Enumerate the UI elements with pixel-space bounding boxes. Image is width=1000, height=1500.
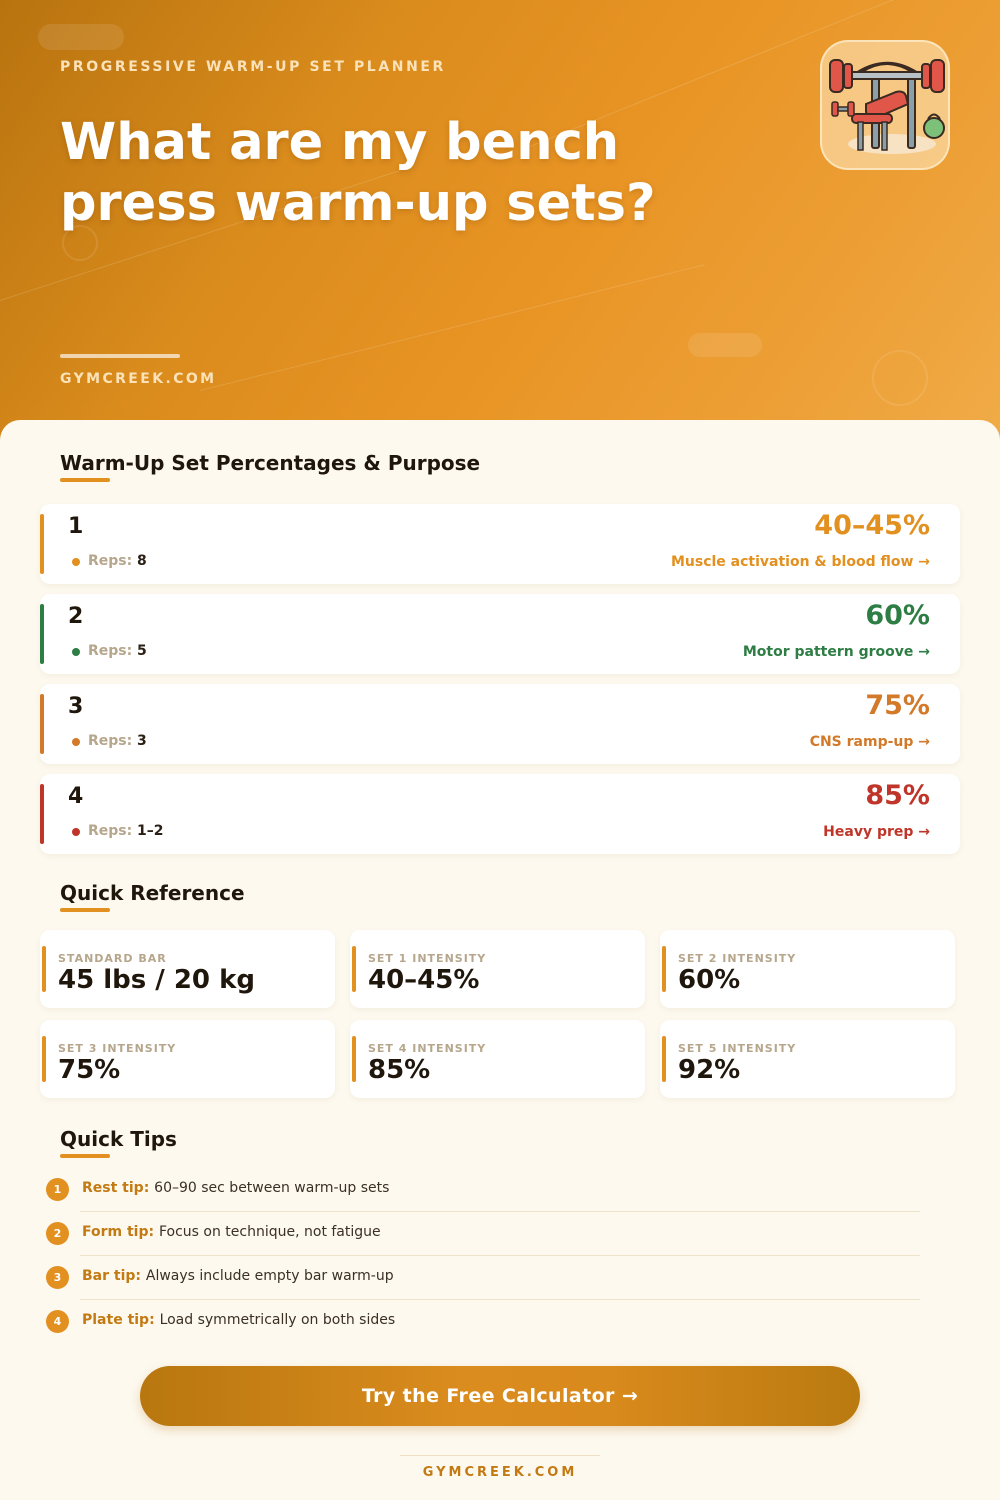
reps-label: Reps:	[88, 733, 133, 749]
dumbbell-decoration-icon	[688, 333, 762, 357]
reference-label: SET 4 INTENSITY	[368, 1042, 487, 1055]
set-number: 1	[68, 514, 84, 539]
set-percent: 85%	[865, 780, 930, 811]
set-dot-icon	[72, 558, 80, 566]
tips-section-title: Quick Tips	[60, 1127, 177, 1151]
reference-value: 85%	[368, 1055, 431, 1085]
reference-card	[660, 930, 955, 1008]
set-dot-icon	[72, 738, 80, 746]
reference-accent-bar	[662, 946, 666, 992]
reference-label: STANDARD BAR	[58, 952, 167, 965]
tip-number-badge: 4	[46, 1310, 69, 1333]
section-underline	[60, 908, 110, 912]
reference-value: 40–45%	[368, 965, 480, 995]
reps-value: 1–2	[137, 823, 164, 839]
reference-accent-bar	[662, 1036, 666, 1082]
set-number: 2	[68, 604, 84, 629]
tip-label: Plate tip:	[82, 1312, 155, 1328]
reference-accent-bar	[352, 1036, 356, 1082]
tip-item	[46, 1300, 920, 1344]
footer-site-link[interactable]: GYMCREEK.COM	[422, 1465, 578, 1480]
section-underline	[60, 1154, 110, 1158]
set-percent: 40–45%	[814, 510, 930, 541]
tip-label: Rest tip:	[82, 1180, 150, 1196]
tip-text: Focus on technique, not fatigue	[158, 1224, 381, 1240]
reference-section-title: Quick Reference	[60, 881, 245, 905]
reference-accent-bar	[42, 946, 46, 992]
header-site-label: GYMCREEK.COM	[60, 371, 217, 387]
set-card-4	[40, 774, 960, 854]
reference-card	[350, 1020, 645, 1098]
tip-number-badge: 3	[46, 1266, 69, 1289]
set-dot-icon	[72, 828, 80, 836]
tip-text: Always include empty bar warm-up	[145, 1268, 394, 1284]
set-color-bar	[40, 604, 44, 664]
reference-value: 75%	[58, 1055, 121, 1085]
set-purpose-link[interactable]: Muscle activation & blood flow →	[670, 554, 930, 570]
reference-accent-bar	[352, 946, 356, 992]
reps-label: Reps:	[88, 553, 133, 569]
tip-number-badge: 2	[46, 1222, 69, 1245]
sets-section-title: Warm-Up Set Percentages & Purpose	[60, 451, 481, 475]
reference-card	[350, 930, 645, 1008]
dumbbell-decoration-icon	[38, 24, 124, 50]
plate-decoration-icon	[872, 350, 928, 406]
set-percent: 60%	[865, 600, 930, 631]
reps-label: Reps:	[88, 823, 133, 839]
reps-value: 5	[137, 643, 147, 659]
footer-divider	[400, 1455, 600, 1456]
logo-tile	[820, 40, 950, 170]
calculator-cta-button[interactable]: Try the Free Calculator →	[140, 1366, 860, 1426]
bench-press-icon	[822, 42, 952, 172]
hero-banner	[0, 0, 1000, 460]
reference-label: SET 3 INTENSITY	[58, 1042, 177, 1055]
tip-text: 60–90 sec between warm-up sets	[154, 1180, 390, 1196]
set-color-bar	[40, 784, 44, 844]
title-divider	[60, 354, 180, 358]
reference-label: SET 1 INTENSITY	[368, 952, 487, 965]
set-purpose-link[interactable]: CNS ramp-up →	[809, 734, 930, 750]
set-dot-icon	[72, 648, 80, 656]
reference-card	[660, 1020, 955, 1098]
tip-text: Load symmetrically on both sides	[159, 1312, 396, 1328]
set-purpose-link[interactable]: Motor pattern groove →	[742, 644, 930, 660]
eyebrow-label: PROGRESSIVE WARM-UP SET PLANNER	[60, 59, 446, 75]
reference-card	[40, 1020, 335, 1098]
tip-item	[46, 1168, 920, 1212]
reference-label: SET 5 INTENSITY	[678, 1042, 797, 1055]
section-underline	[60, 478, 110, 482]
tip-item	[46, 1256, 920, 1300]
reps-value: 3	[137, 733, 147, 749]
set-number: 4	[68, 784, 84, 809]
reference-label: SET 2 INTENSITY	[678, 952, 797, 965]
tip-number-badge: 1	[46, 1178, 69, 1201]
reference-card	[40, 930, 335, 1008]
reps-label: Reps:	[88, 643, 133, 659]
page-title: What are my bench press warm-up sets?	[60, 113, 656, 233]
reference-value: 45 lbs / 20 kg	[58, 965, 255, 995]
set-card-3	[40, 684, 960, 764]
reference-value: 60%	[678, 965, 741, 995]
set-card-1	[40, 504, 960, 584]
set-percent: 75%	[865, 690, 930, 721]
reference-accent-bar	[42, 1036, 46, 1082]
decorative-line	[200, 264, 705, 391]
set-color-bar	[40, 694, 44, 754]
tip-label: Bar tip:	[82, 1268, 142, 1284]
tip-item	[46, 1212, 920, 1256]
reference-value: 92%	[678, 1055, 741, 1085]
set-card-2	[40, 594, 960, 674]
set-purpose-link[interactable]: Heavy prep →	[823, 824, 930, 840]
set-number: 3	[68, 694, 84, 719]
set-color-bar	[40, 514, 44, 574]
reps-value: 8	[137, 553, 147, 569]
tip-label: Form tip:	[82, 1224, 155, 1240]
